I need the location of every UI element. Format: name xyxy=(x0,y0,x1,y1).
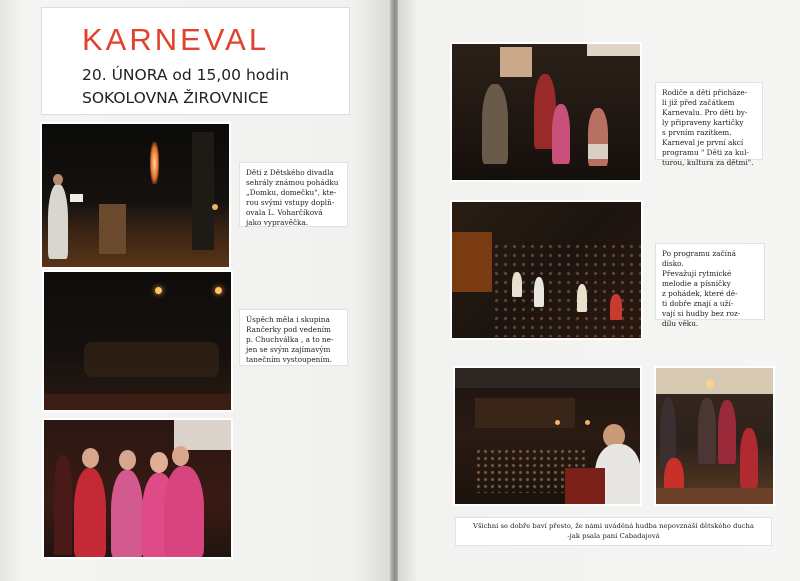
right-page xyxy=(398,0,800,581)
caption-disco: Po programu začíná disko. Převažují rytmické melodie a písničky z pohádek, které dě- ti dobře znají a uží- vají si hudby bez roz- dílu věku. xyxy=(656,244,764,319)
title-card xyxy=(42,8,349,114)
photo-stage-performance xyxy=(40,122,231,269)
event-venue: SOKOLOVNA ŽIROVNICE xyxy=(82,89,269,107)
photo-dancers-pink xyxy=(42,418,233,559)
caption-dance-group: Úspěch měla i skupina Rančerky pod vedením p. Chuchválka , a to ne- jen se svým zajímavým tanečním vystoupením. xyxy=(240,310,347,365)
event-date: 20. ÚNORA od 15,00 hodin xyxy=(82,66,290,84)
caption-arrival: Rodiče a děti přicháze- li již před začátkem Karnevalu. Pro děti by- ly připraveny kartičky s prvním razítkem. Karneval je první akcí programu " Děti za kul- turou, kultura za dětmi". xyxy=(656,83,762,159)
photo-parents-children xyxy=(654,366,775,506)
page-title: KARNEVAL xyxy=(82,22,270,57)
photo-arrival xyxy=(450,42,642,182)
left-page xyxy=(0,0,392,581)
caption-hall: Všichni se dobře baví přesto, že námi uváděná hudba nepovznáší dětského ducha -jak psala paní Cabadajová xyxy=(456,518,771,545)
photo-hall-party xyxy=(453,366,642,506)
photo-dance-group xyxy=(42,270,233,412)
caption-theatre: Děti z Dětského divadla sehrály známou pohádku „Domku, domečku", kte- rou svými vstupy doplň- ovala L. Voharčíková jako vypravěčka. xyxy=(240,163,347,226)
photo-disco xyxy=(450,200,643,340)
